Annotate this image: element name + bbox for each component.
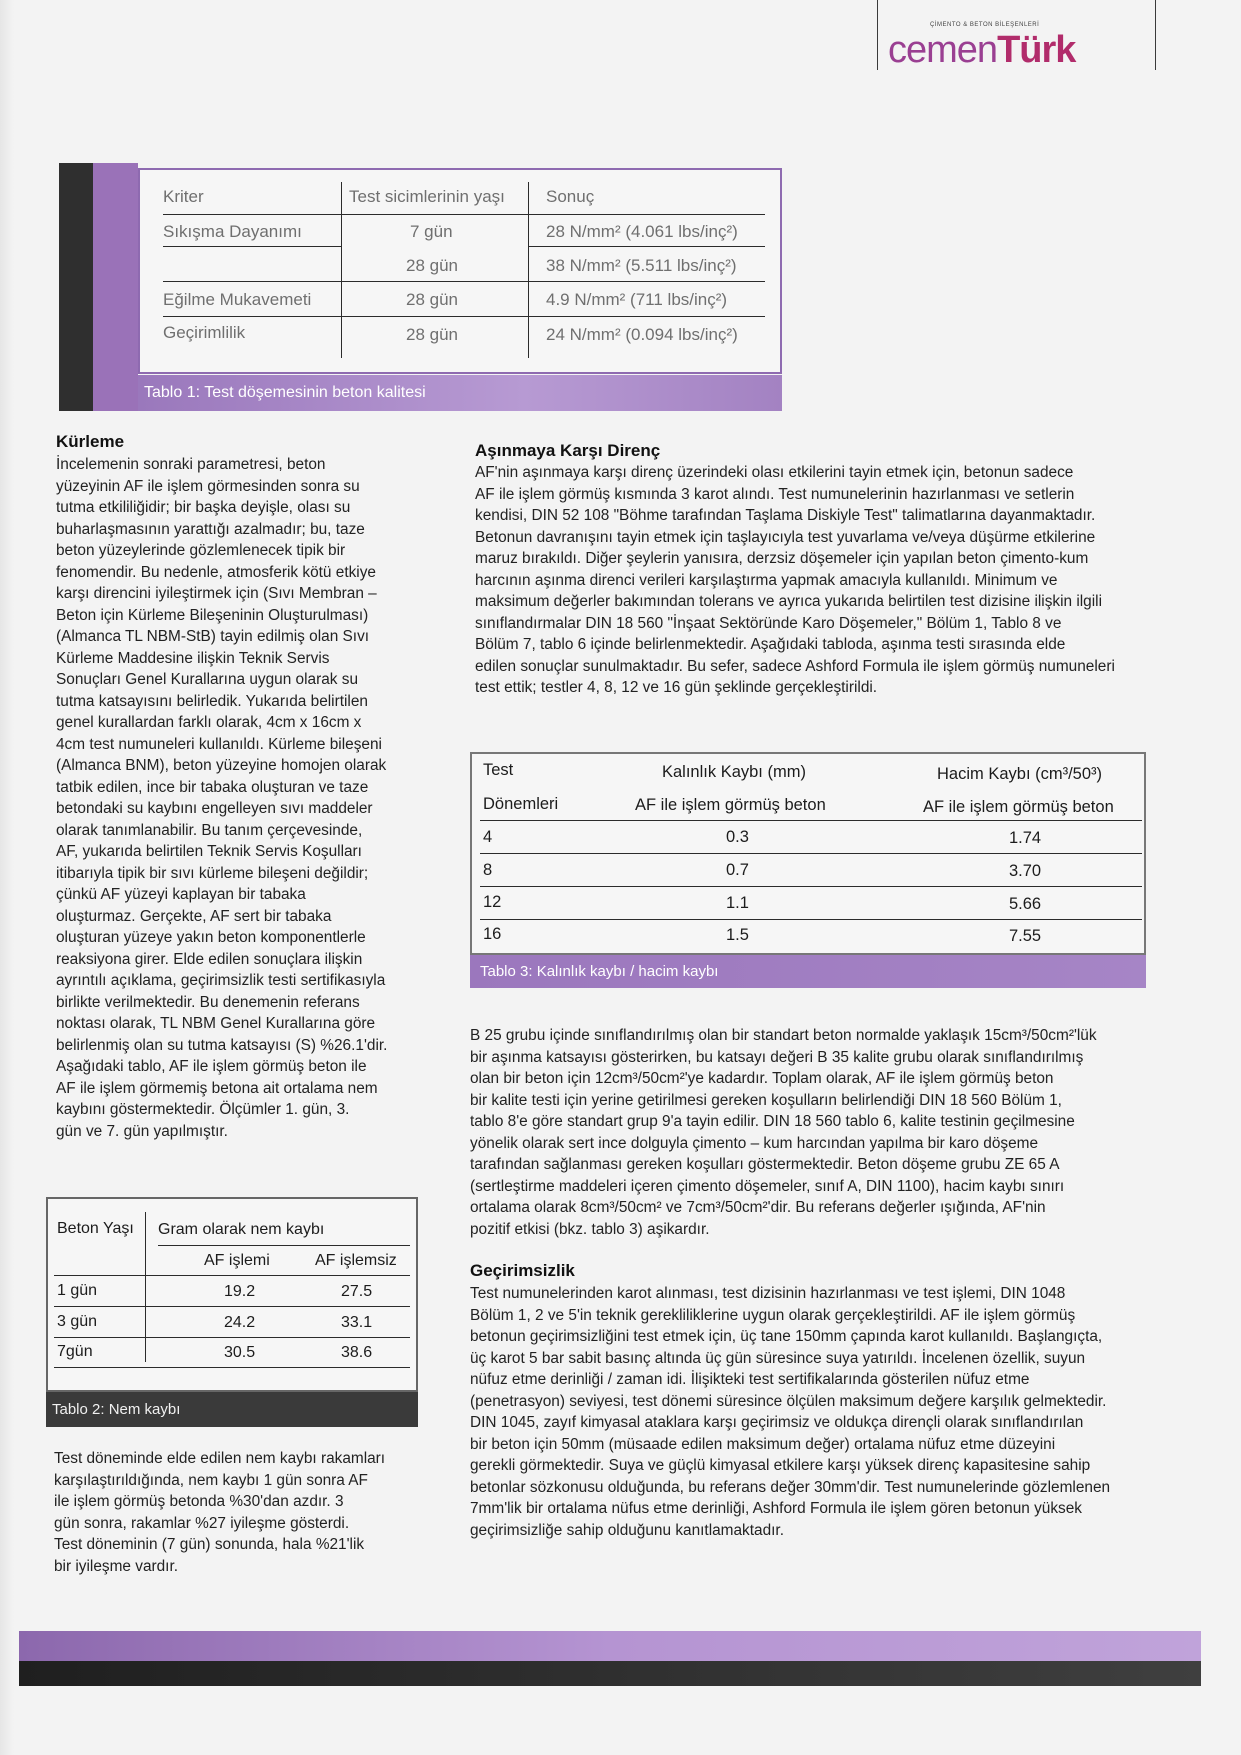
- table2-row-rule: [54, 1367, 410, 1368]
- paragraph-line: Bölüm 1, 2 ve 5'in teknik gerekliliklerine uygun olarak gerçekleştirildi. AF ile işlem görmüş: [470, 1306, 1076, 1324]
- paragraph-line: gün sonra, rakamlar %27 iyileşme gösterdi.: [54, 1514, 350, 1532]
- paragraph-line: maksimum değerler bakımından tolerans ve ayrıca yukarıda belirtilen test dizisine ilişkin ilgili: [475, 593, 1103, 610]
- table1-header-yas: Test sicimlerinin yaşı: [349, 187, 505, 206]
- paragraph-line: betonun geçirimsizliğini test etmek için, üç tane 150mm çapında karot kullanıldı. Başlangıçta,: [470, 1328, 1103, 1345]
- paragraph-line: Sonuçları Genel Kurallarına uygun olarak su: [56, 671, 359, 688]
- paragraph-line: kaybını göstermektedir. Ölçümler 1. gün, 3.: [56, 1101, 350, 1118]
- table1-cell: 4.9 N/mm² (711 lbs/inç²): [546, 290, 728, 309]
- paragraph-line: (Almanca BNM), beton yüzeyine homojen olarak: [56, 757, 387, 774]
- table2-cell: 30.5: [224, 1344, 256, 1361]
- cementurk-logo: [888, 22, 1138, 72]
- paragraph-line: bir aşınma katsayısı gösterirken, bu katsayı değeri B 35 kalite grubu olarak sınıflandırılmış: [470, 1048, 1084, 1066]
- paragraph-line: AF ile işlem görmemiş betona ait ortalama nem: [56, 1079, 378, 1097]
- paragraph-line: 4cm test numuneleri kullanıldı. Kürleme bileşeni: [56, 735, 382, 753]
- paragraph-line: B 25 grubu içinde sınıflandırılmış olan bir standart beton normalde yaklaşık 15cm³/50cm²'lük: [470, 1027, 1097, 1044]
- table1-header-sonuc: Sonuç: [546, 187, 595, 206]
- table1-row-rule: [163, 281, 765, 282]
- paragraph-line: test ettik; testler 4, 8, 12 ve 16 gün şeklinde gerçekleştirildi.: [475, 679, 878, 696]
- table2-header-rule: [54, 1275, 410, 1276]
- paragraph-line: sınıflandırmalar DIN 18 560 "İnşaat Sektöründe Karo Döşemeler," Bölüm 1, Tablo 8 ve: [475, 614, 1062, 632]
- paragraph-line: olarak tanımlanabilir. Bu tanım çerçevesinde,: [56, 821, 363, 839]
- table3-cell: 1.5: [726, 926, 749, 944]
- paragraph-line: AF ile işlem görmüş kısmında 3 karot alındı. Test numunelerinin hazırlanması ve setlerin: [475, 485, 1075, 503]
- paragraph-line: buharlaşmasının yarattığı azalmadır; bu, taze: [56, 520, 365, 538]
- table3-cell: 1.74: [1009, 829, 1042, 847]
- asinma-paragraph: [475, 462, 1155, 699]
- table1-col-rule: [341, 182, 342, 358]
- table3-cell: 5.66: [1009, 895, 1042, 913]
- table3-subheader: AF ile işlem görmüş beton: [923, 798, 1114, 816]
- paragraph-line: tatbik edilen, ince bir tabaka oluşturan ve taze: [56, 778, 369, 796]
- table2-header-beton-yasi: Beton Yaşı: [57, 1220, 134, 1237]
- paragraph-line: fenomendir. Bu nedenle, atmosferik kötü etkiye: [56, 563, 376, 581]
- paragraph-line: karşılaştırıldığında, nem kaybı 1 gün sonra AF: [54, 1471, 368, 1489]
- paragraph-line: (sertleştirme maddeleri içeren çimento döşemeler, sınıf A, DIN 1100), hacim kaybı sınırı: [470, 1177, 1065, 1195]
- table3-header: Kalınlık Kaybı (mm): [662, 763, 806, 781]
- paragraph-line: oluşturmaz. Gerçekte, AF sert bir tabaka: [56, 907, 332, 925]
- table2-cell: 38.6: [341, 1344, 373, 1361]
- paragraph-line: Beton için Kürleme Bileşeninin Oluşturulması): [56, 606, 369, 624]
- header-divider-left: [877, 0, 878, 70]
- nem-kaybi-paragraph: [54, 1448, 414, 1577]
- table1-cell: Eğilme Mukavemeti: [163, 290, 312, 309]
- table3-row-rule: [480, 853, 1142, 854]
- section-heading-asinma: Aşınmaya Karşı Direnç: [475, 441, 661, 460]
- table3-header: Test: [483, 761, 514, 779]
- table1-cell: 24 N/mm² (0.094 lbs/inç²): [546, 325, 738, 344]
- table2-cell: 24.2: [224, 1314, 256, 1331]
- paragraph-line: üç karot 5 bar sabit basınç altında üç gün süresince suya yatırıldı. İncelenen özellik, suyun: [470, 1349, 1086, 1367]
- table3-subheader: Dönemleri: [483, 795, 559, 813]
- table2-group-rule: [158, 1245, 410, 1246]
- paragraph-line: bir kalite testi için yerine getirilmesi gereken koşulların belirlendiği DIN 18 560 Bölüm 1,: [470, 1091, 1062, 1109]
- table1-row-rule: [528, 246, 765, 247]
- paragraph-line: DIN 1045, zayıf kimyasal ataklara karşı geçirimsiz ve oldukça dirençli olarak sınıflandırılan: [470, 1414, 1084, 1431]
- table1-cell: 38 N/mm² (5.511 lbs/inç²): [546, 256, 737, 275]
- paragraph-line: reaksiyona girer. Elde edilen sonuçlara ilişkin: [56, 950, 363, 968]
- table2-cell: 33.1: [341, 1314, 373, 1331]
- table2-cell: 1 gün: [57, 1282, 98, 1299]
- table1-cell: 28 gün: [406, 290, 458, 309]
- paragraph-line: bir iyileşme vardır.: [54, 1557, 179, 1575]
- table2-subheader: AF işlemsiz: [315, 1252, 397, 1269]
- paragraph-line: AF'nin aşınmaya karşı direnç üzerindeki olası etkilerini tayin etmek için, betonun sadece: [475, 464, 1074, 481]
- table3-caption: Tablo 3: Kalınlık kaybı / hacim kaybı: [470, 955, 1146, 988]
- paragraph-line: Aşağıdaki tablo, AF ile işlem görmüş beton ile: [56, 1058, 367, 1075]
- paragraph-line: çünkü AF yüzeyi kaplayan bir tabaka: [56, 886, 306, 903]
- paragraph-line: karşı direncini iyileştirmek için (Sıvı Membran –: [56, 585, 377, 602]
- table1-cell: 28 N/mm² (4.061 lbs/inç²): [546, 222, 738, 241]
- footer-purple-band: [19, 1631, 1201, 1661]
- paragraph-line: pozitif etkisi (bkz. tablo 3) aşikardır.: [470, 1220, 710, 1238]
- paragraph-line: tutma etkililiğidir; bir başka deyişle, olası su: [56, 499, 351, 516]
- section-heading-kurleme: Kürleme: [56, 432, 125, 451]
- table2-header-group: Gram olarak nem kaybı: [158, 1221, 325, 1238]
- paragraph-line: yüzeyinin AF ile işlem görmesinden sonra su: [56, 477, 360, 495]
- paragraph-line: kendisi, DIN 52 108 "Böhme tarafından Taşlama Diskiyle Test" talimatlarına dayanmaktadır.: [475, 507, 1096, 524]
- b25-paragraph: [470, 1025, 1160, 1240]
- table2-cell: 7gün: [57, 1343, 93, 1360]
- table1-dark-accent-bar: [59, 163, 93, 411]
- table3-cell: 12: [483, 893, 502, 911]
- paragraph-line: yönelik olarak sert ince dolguyla çimento – kum harcından yapılma bir karo döşeme: [470, 1134, 1039, 1152]
- table3-cell: 3.70: [1009, 862, 1042, 880]
- header-divider-right: [1155, 0, 1156, 70]
- table2-subheader: AF işlemi: [204, 1252, 270, 1269]
- paragraph-line: harcının aşınma direnci verileri karşılaştırma yapmak amacıyla kullanıldı. Minimum ve: [475, 571, 1058, 589]
- paragraph-line: Test döneminin (7 gün) sonunda, hala %21'lik: [54, 1536, 365, 1553]
- logo-part-turk: Türk: [997, 29, 1076, 71]
- paragraph-line: itibarıyla tipik bir sıvı kürleme bileşeni değildir;: [56, 864, 369, 882]
- logo-part-cemen: cemen: [888, 29, 998, 71]
- gecirimsizlik-paragraph: [470, 1283, 1160, 1541]
- table1-col-rule: [528, 182, 529, 358]
- table3-subheader: AF ile işlem görmüş beton: [635, 796, 826, 814]
- paragraph-line: betondaki su kaybını engelleyen sıvı maddeler: [56, 800, 373, 817]
- table2-cell: 19.2: [224, 1283, 256, 1300]
- table2-col-rule: [145, 1212, 146, 1362]
- paragraph-line: tarafından sağlanması gereken koşulları göstermektedir. Beton döşeme grubu ZE 65 A: [470, 1156, 1060, 1173]
- logo-wordmark: [888, 30, 1075, 70]
- paragraph-line: edilen sonuçlar sunulmaktadır. Bu sefer, sadece Ashford Formula ile işlem görmüş numuneleri: [475, 657, 1115, 675]
- table1-row-rule: [163, 246, 341, 247]
- table1-cell: 28 gün: [406, 256, 458, 275]
- table1-row-rule: [163, 316, 765, 317]
- page-edge-left: [0, 0, 14, 1755]
- paragraph-line: gerekli görmektedir. Suya ve güçlü kimyasal etkilere karşı yüksek direnç kapasitesine sahip: [470, 1457, 1091, 1474]
- paragraph-line: noktası olarak, TL NBM Genel Kurallarına göre: [56, 1015, 376, 1032]
- paragraph-line: maruz bırakıldı. Diğer şeylerin yanısıra, derzsiz döşemeler için yapılan beton çimento-kum: [475, 550, 1089, 567]
- paragraph-line: gün ve 7. gün yapılmıştır.: [56, 1122, 228, 1140]
- paragraph-line: genel kurallardan farklı olarak, 4cm x 16cm x: [56, 714, 362, 731]
- table1-purple-accent-bar: [93, 163, 138, 411]
- paragraph-line: olan bir beton için 12cm³/50cm²'ye kadardır. Toplam olarak, AF ile işlem görmüş beton: [470, 1070, 1054, 1087]
- paragraph-line: Test döneminde elde edilen nem kaybı rakamları: [54, 1450, 386, 1467]
- table1-cell: Sıkışma Dayanımı: [163, 222, 302, 241]
- table1-cell: Geçirimlilik: [163, 323, 246, 342]
- logo-subtitle: ÇİMENTO & BETON BİLEŞENLERİ: [930, 22, 1040, 28]
- paragraph-line: nüfuz etme derinliği / zaman idi. İlişikteki test sertifikalarında gösterilen nüfuz etme: [470, 1371, 1030, 1388]
- paragraph-line: ayrıntılı açıklama, geçirimsizlik testi sertifikasıyla: [56, 972, 386, 989]
- paragraph-line: beton yüzeylerinde gözlemlenecek tipik bir: [56, 542, 346, 559]
- table3-cell: 4: [483, 828, 493, 846]
- table2-cell: 3 gün: [57, 1313, 98, 1330]
- table1-header-kriter: Kriter: [163, 187, 204, 206]
- paragraph-line: tutma katsayısını belirledik. Yukarıda belirtilen: [56, 692, 368, 710]
- table2-row-rule: [54, 1337, 410, 1338]
- table1-cell: 7 gün: [410, 222, 453, 241]
- paragraph-line: belirlenmiş olan su tutma katsayısı (S) %26.1'dir.: [56, 1036, 388, 1054]
- paragraph-line: betonlar sözkonusu olduğunda, bu referans değer 30mm'dir. Test numunelerinde gözlemlenen: [470, 1478, 1111, 1496]
- section-heading-gecirimsizlik: Geçirimsizlik: [470, 1261, 575, 1280]
- paragraph-line: Bölüm 7, tablo 6 içinde belirlenmektedir. Aşağıdaki tabloda, aşınma testi sırasında elde: [475, 636, 1066, 653]
- table3-row-rule: [480, 886, 1142, 887]
- table3-header-rule: [480, 820, 1142, 821]
- table2-cell: 27.5: [341, 1283, 373, 1300]
- paragraph-line: AF, yukarıda belirtilen Teknik Servis Koşulları: [56, 843, 362, 860]
- paragraph-line: oluşturan yüzeye yakın beton komponentlerle: [56, 929, 366, 946]
- paragraph-line: Betonun davranışını tayin etmek için taşlayıcıyla test yuvarlama ve/veya düşürme etkilerine: [475, 528, 1096, 546]
- paragraph-line: bir beton için 50mm (müsaade edilen maksimum değer) ortalama nüfuz etme düzeyini: [470, 1435, 1056, 1453]
- table2-row-rule: [54, 1306, 410, 1307]
- table3-header: Hacim Kaybı (cm³/50³): [937, 765, 1103, 783]
- paragraph-line: 7mm'lik bir ortalama nüfus etme derinliği, Ashford Formula ile işlem gören betonun yüksek: [470, 1500, 1082, 1517]
- kurleme-paragraph: [56, 454, 408, 1142]
- paragraph-line: Test numunelerinden karot alınması, test dizisinin hazırlanması ve test işlemi, DIN 1048: [470, 1285, 1066, 1302]
- paragraph-line: ile işlem görmüş betonda %30'dan azdır. 3: [54, 1493, 344, 1510]
- table1-caption: Tablo 1: Test döşemesinin beton kalitesi: [138, 375, 782, 411]
- paragraph-line: ortalama olarak 8cm³/50cm² ve 7cm³/50cm²'dir. Bu referans değerler ışığında, AF'nin: [470, 1199, 1046, 1216]
- paragraph-line: (penetrasyon) seviyesi, test dönemi süresince ölçülen maksimum değere karşılık gelmektedir.: [470, 1392, 1107, 1410]
- table3-row-rule: [480, 919, 1142, 920]
- paragraph-line: tablo 8'e göre standart grup 9'a tayin edilir. DIN 18 560 tablo 6, kalite testinin geçilmesine: [470, 1113, 1075, 1130]
- table3-cell: 16: [483, 925, 502, 943]
- table1-header-rule: [163, 214, 765, 215]
- footer-dark-band: [19, 1661, 1201, 1686]
- paragraph-line: (Almanca TL NBM-StB) tayin edilmiş olan Sıvı: [56, 628, 370, 645]
- paragraph-line: İncelemenin sonraki parametresi, beton: [56, 456, 326, 473]
- table3-cell: 7.55: [1009, 927, 1042, 945]
- paragraph-line: birlikte verilmektedir. Bu denemenin referans: [56, 993, 360, 1011]
- paragraph-line: geçirimsizliğe sahip olduğunu kanıtlamaktadır.: [470, 1521, 784, 1539]
- table3-cell: 1.1: [726, 894, 749, 912]
- paragraph-line: Kürleme Maddesine ilişkin Teknik Servis: [56, 649, 330, 667]
- table3-cell: 0.7: [726, 861, 749, 879]
- table1-cell: 28 gün: [406, 325, 458, 344]
- table2-caption: Tablo 2: Nem kaybı: [46, 1392, 418, 1427]
- table3-cell: 0.3: [726, 828, 749, 846]
- table3-cell: 8: [483, 861, 493, 879]
